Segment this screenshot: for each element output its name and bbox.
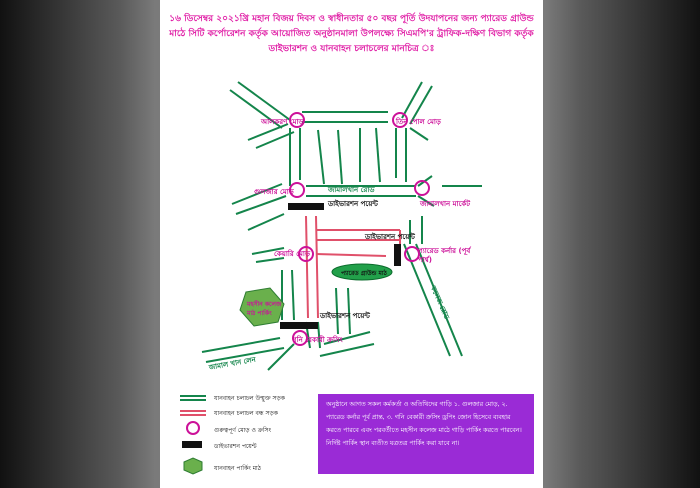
- diversion-point-3: [280, 322, 318, 329]
- label-alkaran-mor: আলকরণ মোড়: [261, 118, 304, 126]
- road-mid-lower: [348, 288, 350, 334]
- label-parade-corner: প্যারেড কর্নার (পূর্ব পার্শ্ব): [418, 247, 471, 264]
- legend-parking: যানবাহন পার্কিং মাঠ: [214, 465, 261, 472]
- label-jamalkhan-market: জামালখান মার্কেট: [420, 200, 471, 208]
- label-kayari-mor: কেয়ারি মোড়: [274, 250, 310, 258]
- closed-a: [306, 216, 308, 318]
- label-gulzar-mor: গুলজার মোড়: [254, 188, 294, 196]
- label-diversion-3: ডাইভারশন পয়েন্ট: [320, 312, 370, 320]
- road-gulzar-sw: [248, 214, 284, 230]
- label-jamal-khan-lane: জামাল খান লেন: [208, 355, 257, 372]
- legend-diversion-bar: [182, 441, 202, 448]
- road-mid-lower-2: [336, 288, 338, 334]
- legend-junction-circle: [187, 422, 199, 434]
- road-mid-a: [318, 130, 324, 184]
- label-diversion-1: ডাইভারশন পয়েন্ট: [328, 200, 378, 208]
- legend-closed-road: যানবাহন চলাচল বন্ধ সড়ক: [214, 410, 279, 417]
- label-jamalkhan-road: জামালখান রোড: [328, 186, 375, 194]
- label-diversion-2: ডাইভারশন পয়েন্ট: [365, 233, 415, 241]
- label-tin-pool-mor: তিন পোল মোড়: [396, 118, 441, 126]
- legend-symbols: [180, 396, 206, 474]
- legend-junction: গুরুত্বপূর্ণ মোড় ও ক্রসিং: [214, 427, 272, 434]
- label-parade-ground: প্যারেড গ্রাউন্ড মাঠ: [341, 270, 387, 277]
- road-mid-d: [376, 128, 380, 182]
- map-title: ১৬ ডিসেম্বর ২০২১খ্রি মহান বিজয় দিবস ও স্বাধীনতার ৫০ বছর পূর্তি উদযাপনের জন্য প্যারেড গ্রাউন্ড মাঠে সিটি কর্পোরেশন কর্তৃক আয়োজিত অনুষ্ঠানমালা উপলক্ষ্যে সিএমপি'র ট্রাফিক-দক্ষিণ বিভাগ কর্তৃক ডাইভারশন ও যানবাহন চলাচলের মানচিত্র ঃ: [169, 14, 534, 54]
- diversion-point-2: [394, 244, 401, 266]
- legend-parking-hex: [184, 458, 202, 474]
- notice-box: অনুষ্ঠানে আগত সকল কর্মকর্তা ও অতিথিদের গাড়ি ১. গুলজার মোড়, ২. প্যারেড কর্নার পূর্ব প্রান্ত, ৩. গনি বেকারী ক্রসিং ড্রপিং জোন হিসেবে ব্যবহার করতে পারবে এবং পরবর্তীতে মহসীন কলেজ মাঠে গাড়ি পার্কিং করতে পারবেন। নির্দিষ্ট পার্কিং স্থান ব্যতীত যত্রতত্র পার্কিং করা যাবে না।: [318, 394, 534, 474]
- label-college-road: কলেজ রোড: [428, 284, 451, 321]
- label-gani-bakery: গনি বেকারী ক্রসিং: [292, 336, 343, 344]
- label-mohsin-college: মহসীন কলেজ মাঠ পার্কিং: [247, 301, 282, 317]
- road-left-lower-v-2: [292, 270, 294, 320]
- road-mid-b: [338, 130, 342, 184]
- road-tinpool-ne: [402, 82, 422, 118]
- closed-b: [316, 216, 318, 318]
- road-tinpool-e: [410, 128, 428, 140]
- legend-diversion: ডাইভারশন পয়েন্ট: [214, 443, 257, 450]
- legend-open-road: যানবাহন চলাচল উন্মুক্ত সড়ক: [214, 395, 285, 402]
- diversion-point-1: [288, 203, 324, 210]
- map-sheet: [160, 0, 543, 488]
- closed-f: [316, 254, 386, 256]
